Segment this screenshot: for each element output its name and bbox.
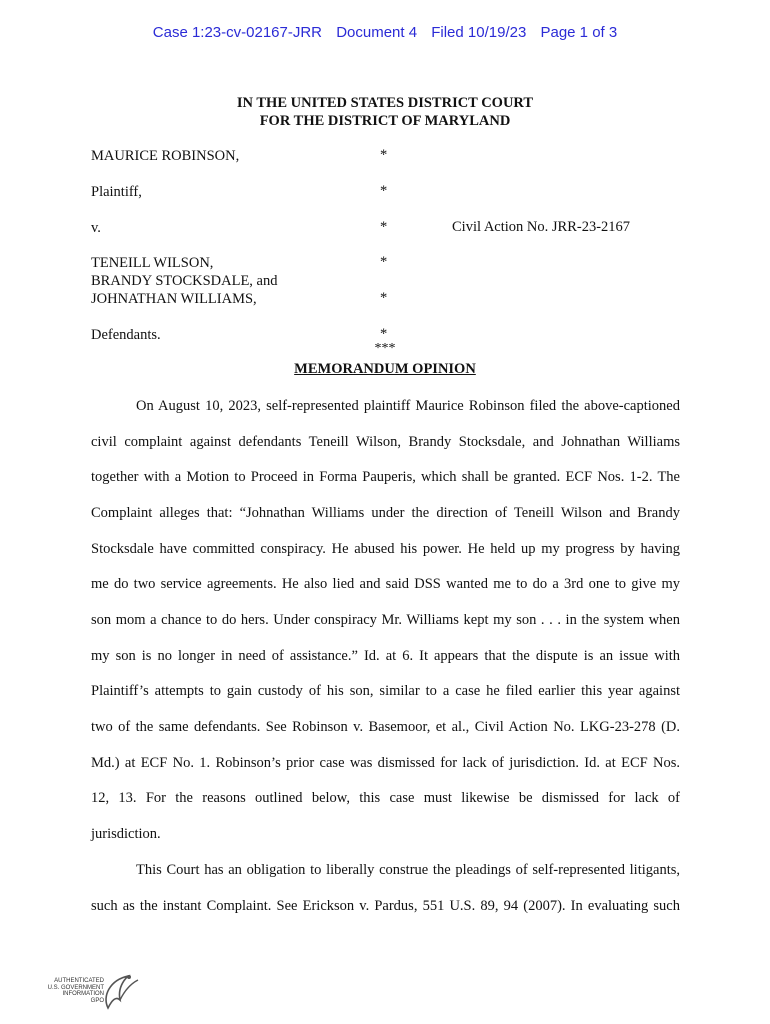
- filed-date: Filed 10/19/23: [431, 24, 527, 41]
- court-line-1: IN THE UNITED STATES DISTRICT COURT: [236, 95, 534, 111]
- body-line: Plaintiff’s attempts to gain custody of his son, similar to a case he filed earlier this year against: [91, 683, 680, 699]
- body-line: On August 10, 2023, self-represented plaintiff Maurice Robinson filed the above-captioned: [136, 398, 680, 414]
- body-line: Md.) at ECF No. 1. Robinson’s prior case was dismissed for lack of jurisdiction. Id. at ECF Nos.: [91, 755, 680, 771]
- body-line: jurisdiction.: [91, 826, 161, 842]
- body-line: 12, 13. For the reasons outlined below, this case must likewise be dismissed for lack of: [91, 790, 680, 806]
- defendants-label: Defendants.: [91, 327, 161, 343]
- document-title: MEMORANDUM OPINION: [294, 361, 476, 377]
- civil-action-number: Civil Action No. JRR-23-2167: [452, 219, 631, 235]
- gpo-authentication-logo: [44, 970, 134, 1016]
- case-number: Case 1:23-cv-02167-JRR: [152, 24, 323, 41]
- caption-star: *: [380, 254, 388, 270]
- document-number: Document 4: [336, 24, 418, 41]
- body-line: together with a Motion to Proceed in Forma Pauperis, which shall be granted. ECF Nos. 1-2. The: [91, 469, 680, 485]
- caption-star: *: [380, 183, 388, 199]
- body-line: me do two service agreements. He also lied and said DSS wanted me to do a 3rd one to give my: [91, 576, 680, 592]
- caption-separator: ***: [374, 341, 396, 356]
- body-line: This Court has an obligation to liberally construe the pleadings of self-represented litigants,: [136, 862, 680, 878]
- body-line: two of the same defendants. See Robinson v. Basemoor, et al., Civil Action No. LKG-23-278 (D.: [91, 719, 680, 735]
- versus: v.: [91, 220, 101, 236]
- body-line: son mom a chance to do hers. Under conspiracy Mr. Williams kept my son . . . in the system when: [91, 612, 680, 628]
- defendant-1: TENEILL WILSON,: [91, 255, 214, 271]
- plaintiff-label: Plaintiff,: [91, 184, 142, 200]
- court-heading: [0, 94, 770, 130]
- caption-star: *: [380, 290, 388, 306]
- gpo-eagle-icon: [100, 970, 140, 1016]
- ecf-header: [0, 24, 770, 41]
- body-line: civil complaint against defendants Teneill Wilson, Brandy Stocksdale, and Johnathan Williams: [91, 434, 680, 450]
- caption-star: *: [380, 326, 388, 342]
- body-line: my son is no longer in need of assistance.” Id. at 6. It appears that the dispute is an issue with: [91, 648, 680, 664]
- defendants-names: [91, 254, 278, 308]
- body-line: Complaint alleges that: “Johnathan Williams under the direction of Teneill Wilson and Brandy: [91, 505, 680, 521]
- plaintiff-name: MAURICE ROBINSON,: [91, 148, 240, 164]
- defendant-3: JOHNATHAN WILLIAMS,: [91, 291, 257, 307]
- gpo-logo-text: AUTHENTICATED U.S. GOVERNMENT INFORMATION GPO: [47, 978, 104, 1004]
- caption-star: *: [380, 219, 388, 235]
- page-indicator: Page 1 of 3: [540, 24, 618, 41]
- body-line: Stocksdale have committed conspiracy. He abused his power. He held up my progress by having: [91, 541, 680, 557]
- defendant-2: BRANDY STOCKSDALE, and: [91, 273, 278, 289]
- court-line-2: FOR THE DISTRICT OF MARYLAND: [259, 113, 511, 129]
- body-line: such as the instant Complaint. See Erickson v. Pardus, 551 U.S. 89, 94 (2007). In evaluating such: [91, 898, 680, 914]
- caption-star: *: [380, 147, 388, 163]
